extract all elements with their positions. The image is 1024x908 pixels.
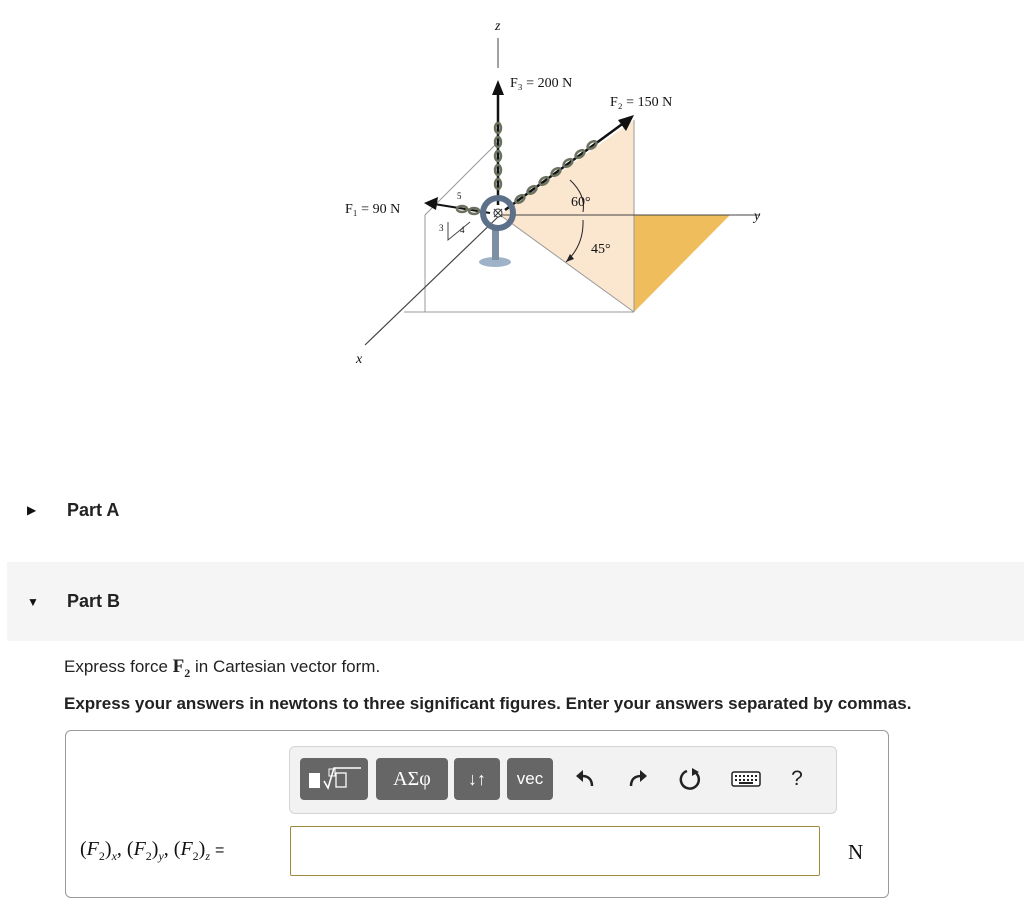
slope-hyp-label: 5 bbox=[457, 191, 462, 201]
part-b-header[interactable] bbox=[7, 562, 1024, 641]
answer-input[interactable] bbox=[290, 826, 820, 876]
y-axis-label: y bbox=[754, 209, 761, 224]
slope-vert-label: 3 bbox=[439, 223, 444, 233]
angle-60-label: 60° bbox=[571, 195, 591, 210]
f1-label: F₁ = 90 N bbox=[345, 202, 401, 217]
answer-instructions: Express your answers in newtons to three significant figures. Enter your answers separated by commas. bbox=[64, 694, 912, 713]
f1-arrow-head bbox=[424, 197, 438, 210]
undo-button[interactable] bbox=[568, 762, 602, 796]
math-toolbar bbox=[289, 746, 837, 814]
redo-button[interactable] bbox=[621, 762, 655, 796]
vector-symbol: $F_2$ bbox=[172, 656, 191, 680]
eyebolt-shaft bbox=[492, 228, 499, 260]
part-a-header[interactable] bbox=[7, 470, 1024, 550]
shaded-triangle bbox=[634, 215, 730, 312]
slope-horiz-label: 4 bbox=[460, 225, 465, 235]
answer-label: $(F_2)_x$, $(F_2)_y$, $(F_2)_z$ = bbox=[80, 838, 225, 863]
templates-icon bbox=[305, 764, 363, 794]
templates-button[interactable] bbox=[300, 758, 368, 800]
undo-icon bbox=[573, 767, 597, 791]
x-axis-label: x bbox=[356, 352, 363, 367]
f2-label: F₂ = 150 N bbox=[610, 95, 673, 110]
z-axis-label: z bbox=[495, 19, 501, 34]
greek-symbols-button[interactable]: ΑΣφ bbox=[376, 758, 448, 800]
part-b-label: Part B bbox=[67, 591, 121, 611]
angle-45-label: 45° bbox=[591, 242, 611, 257]
unit-label: N bbox=[848, 840, 864, 864]
slope-triangle bbox=[448, 222, 470, 240]
help-button[interactable]: ? bbox=[791, 767, 803, 790]
keyboard-button[interactable] bbox=[726, 762, 766, 796]
shaded-plane bbox=[500, 120, 634, 312]
f3-arrow-head bbox=[492, 80, 504, 95]
caret-down-icon: ▼ bbox=[27, 594, 39, 609]
redo-icon bbox=[626, 767, 650, 791]
caret-right-icon: ▶ bbox=[27, 503, 37, 517]
x-axis-line bbox=[365, 215, 500, 345]
part-a-label: Part A bbox=[67, 499, 120, 520]
reset-icon bbox=[677, 766, 703, 792]
question-prompt: Express force $F_2$ in Cartesian vector form. bbox=[64, 656, 381, 680]
vector-button[interactable]: vec bbox=[507, 758, 553, 800]
subscript-superscript-button[interactable]: ↓↑ bbox=[454, 758, 500, 800]
reset-button[interactable] bbox=[673, 762, 707, 796]
f3-label: F₃ = 200 N bbox=[510, 76, 573, 91]
keyboard-icon bbox=[731, 769, 761, 789]
